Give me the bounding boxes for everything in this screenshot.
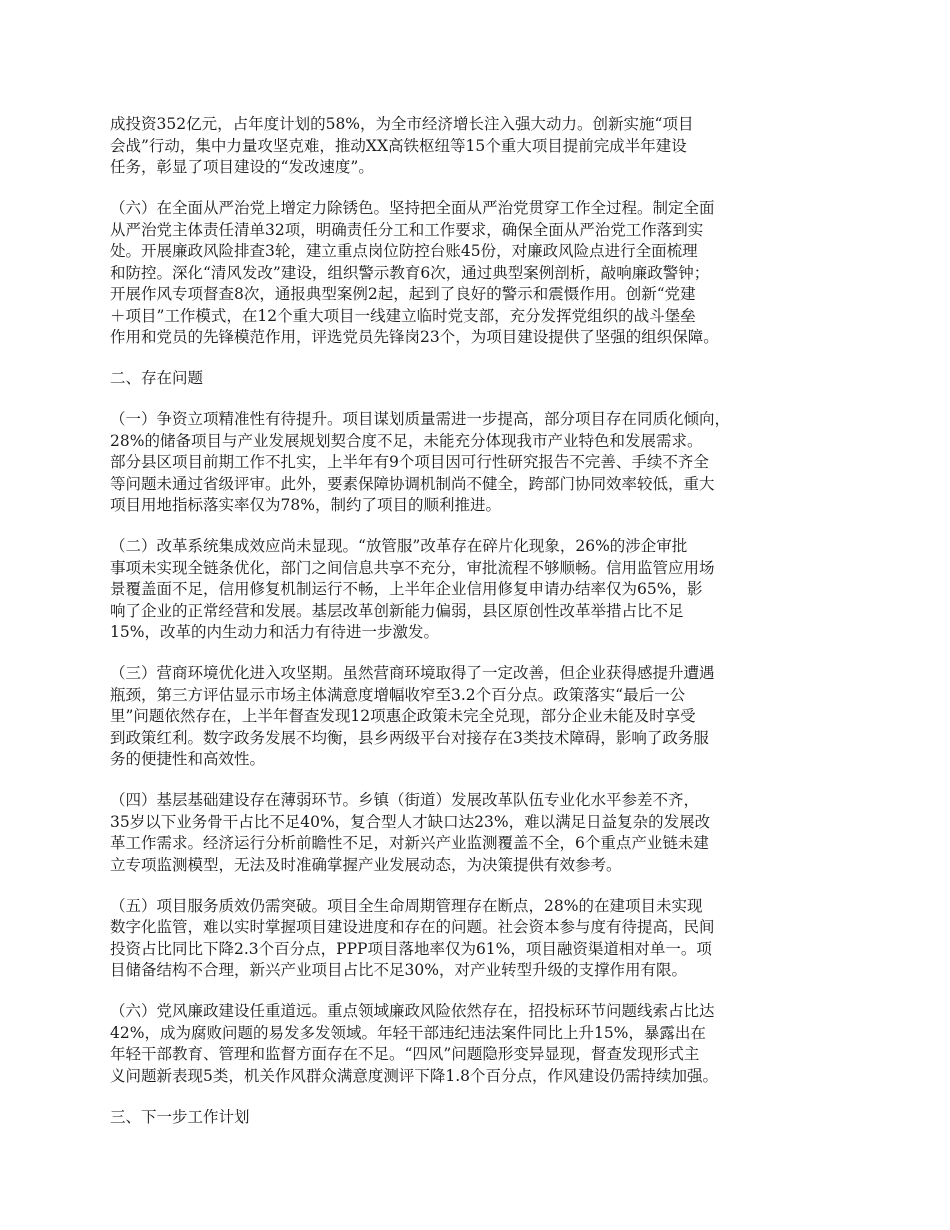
text-line: 景覆盖面不足，信用修复机制运行不畅，上半年企业信用修复申请办结率仅为65%，影 [110, 580, 703, 598]
text-line: （四）基层基础建设存在薄弱环节。乡镇（街道）发展改革队伍专业化水平参差不齐， [110, 791, 700, 809]
text-line: 等问题未通过省级评审。此外，要素保障协调机制尚不健全，跨部门协同效率较低，重大 [110, 474, 715, 493]
text-line: （三）营商环境优化进入攻坚期。虽然营商环境取得了一定改善，但企业获得感提升遭遇 [110, 664, 715, 682]
text-line: 开展作风专项督查8次，通报典型案例2起，起到了良好的警示和震慑作用。创新“党建 [110, 285, 696, 303]
section-heading [110, 368, 850, 390]
text-line: 事项未实现全链条优化，部门之间信息共享不充分，审批流程不够顺畅。信用监管应用场 [110, 558, 715, 577]
paragraph [110, 663, 850, 771]
text-line: 瓶颈，第三方评估显示市场主体满意度增幅收窄至3.2个百分点。政策落实“最后一公 [110, 685, 686, 704]
text-line: 立专项监测模型，无法及时准确掌握产业发展动态，为决策提供有效参考。 [110, 855, 622, 874]
text-line: 15%，改革的内生动力和活力有待进一步激发。 [110, 623, 439, 641]
text-line: （五）项目服务质效仍需突破。项目全生命周期管理存在断点，28%的在建项目未实现 [110, 896, 703, 915]
text-line: 年轻干部教育、管理和监督方面存在不足。“四风”问题隐形变异显现，督查发现形式主 [110, 1045, 700, 1063]
text-line: 目储备结构不合理，新兴产业项目占比不足30%，对产业转型升级的支撑作用有限。 [110, 961, 687, 979]
text-line: 革工作需求。经济运行分析前瞻性不足，对新兴产业监测覆盖不全，6个重点产业链未建 [110, 834, 709, 852]
paragraph [110, 536, 850, 644]
paragraph [110, 198, 850, 349]
text-line: 处。开展廉政风险排查3轮，建立重点岗位防控台账45份，对廉政风险点进行全面梳理 [110, 242, 698, 260]
paragraph [110, 409, 850, 517]
text-line: 42%，成为腐败问题的易发多发领域。年轻干部违纪违法案件同比上升15%，暴露出在 [110, 1023, 706, 1042]
section-heading [110, 1107, 850, 1129]
text-line: 义问题新表现5类，机关作风群众满意度测评下降1.8个百分点，作风建设仍需持续加强。 [110, 1066, 719, 1085]
text-line: 任务，彰显了项目建设的“发改速度”。 [110, 158, 374, 176]
paragraph [110, 1001, 850, 1087]
text-line: 二、存在问题 [110, 369, 204, 387]
paragraph [110, 790, 850, 876]
text-line: 项目用地指标落实率仅为78%，制约了项目的顺利推进。 [110, 496, 501, 514]
text-line: 响了企业的正常经营和发展。基层改革创新能力偏弱，县区原创性改革举措占比不足 [110, 601, 684, 620]
text-line: 务的便捷性和高效性。 [110, 750, 266, 768]
text-line: （六）党风廉政建设任重道远。重点领域廉政风险依然存在，招投标环节问题线索占比达 [110, 1002, 715, 1020]
text-line: 里”问题依然存在，上半年督查发现12项惠企政策未完全兑现，部分企业未能及时享受 [110, 707, 696, 725]
text-line: （一）争资立项精准性有待提升。项目谋划质量需进一步提高，部分项目存在同质化倾向， [110, 410, 731, 428]
document-body [110, 114, 850, 1148]
text-line: （二）改革系统集成效应尚未显现。“放管服”改革存在碎片化现象，26%的涉企审批 [110, 537, 688, 555]
text-line: 成投资352亿元，占年度计划的58%，为全市经济增长注入强大动力。创新实施“项目 [110, 115, 694, 133]
text-line: 投资占比同比下降2.3个百分点，PPP项目落地率仅为61%，项目融资渠道相对单一。项 [110, 939, 712, 958]
paragraph [110, 114, 850, 179]
paragraph [110, 896, 850, 982]
text-line: 从严治党主体责任清单32项，明确责任分工和工作要求，确保全面从严治党工作落到实 [110, 220, 704, 239]
text-line: 三、下一步工作计划 [110, 1107, 250, 1126]
text-line: 数字化监管，难以实时掌握项目建设进度和存在的问题。社会资本参与度有待提高，民间 [110, 918, 715, 936]
text-line: 和防控。深化“清风发改”建设，组织警示教育6次，通过典型案例剖析，敲响廉政警钟； [110, 263, 710, 282]
text-line: 到政策红利。数字政务发展不均衡，县乡两级平台对接存在3类技术障碍，影响了政务服 [110, 728, 709, 747]
text-line: 28%的储备项目与产业发展规划契合度不足，未能充分体现我市产业特色和发展需求。 [110, 431, 703, 450]
text-line: 会战”行动，集中力量攻坚克难，推动XX高铁枢纽等15个重大项目提前完成半年建设 [110, 136, 687, 155]
text-line: 部分县区项目前期工作不扎实，上半年有9个项目因可行性研究报告不完善、手续不齐全 [110, 453, 709, 471]
text-line: 作用和党员的先锋模范作用，评选党员先锋岗23个，为项目建设提供了坚强的组织保障。 [110, 328, 719, 346]
text-line: ＋项目”工作模式，在12个重大项目一线建立临时党支部，充分发挥党组织的战斗堡垒 [110, 306, 696, 325]
text-line: （六）在全面从严治党上增定力除锈色。坚持把全面从严治党贯穿工作全过程。制定全面 [110, 199, 715, 217]
text-line: 35岁以下业务骨干占比不足40%，复合型人才缺口达23%，难以满足日益复杂的发展改 [110, 812, 711, 831]
